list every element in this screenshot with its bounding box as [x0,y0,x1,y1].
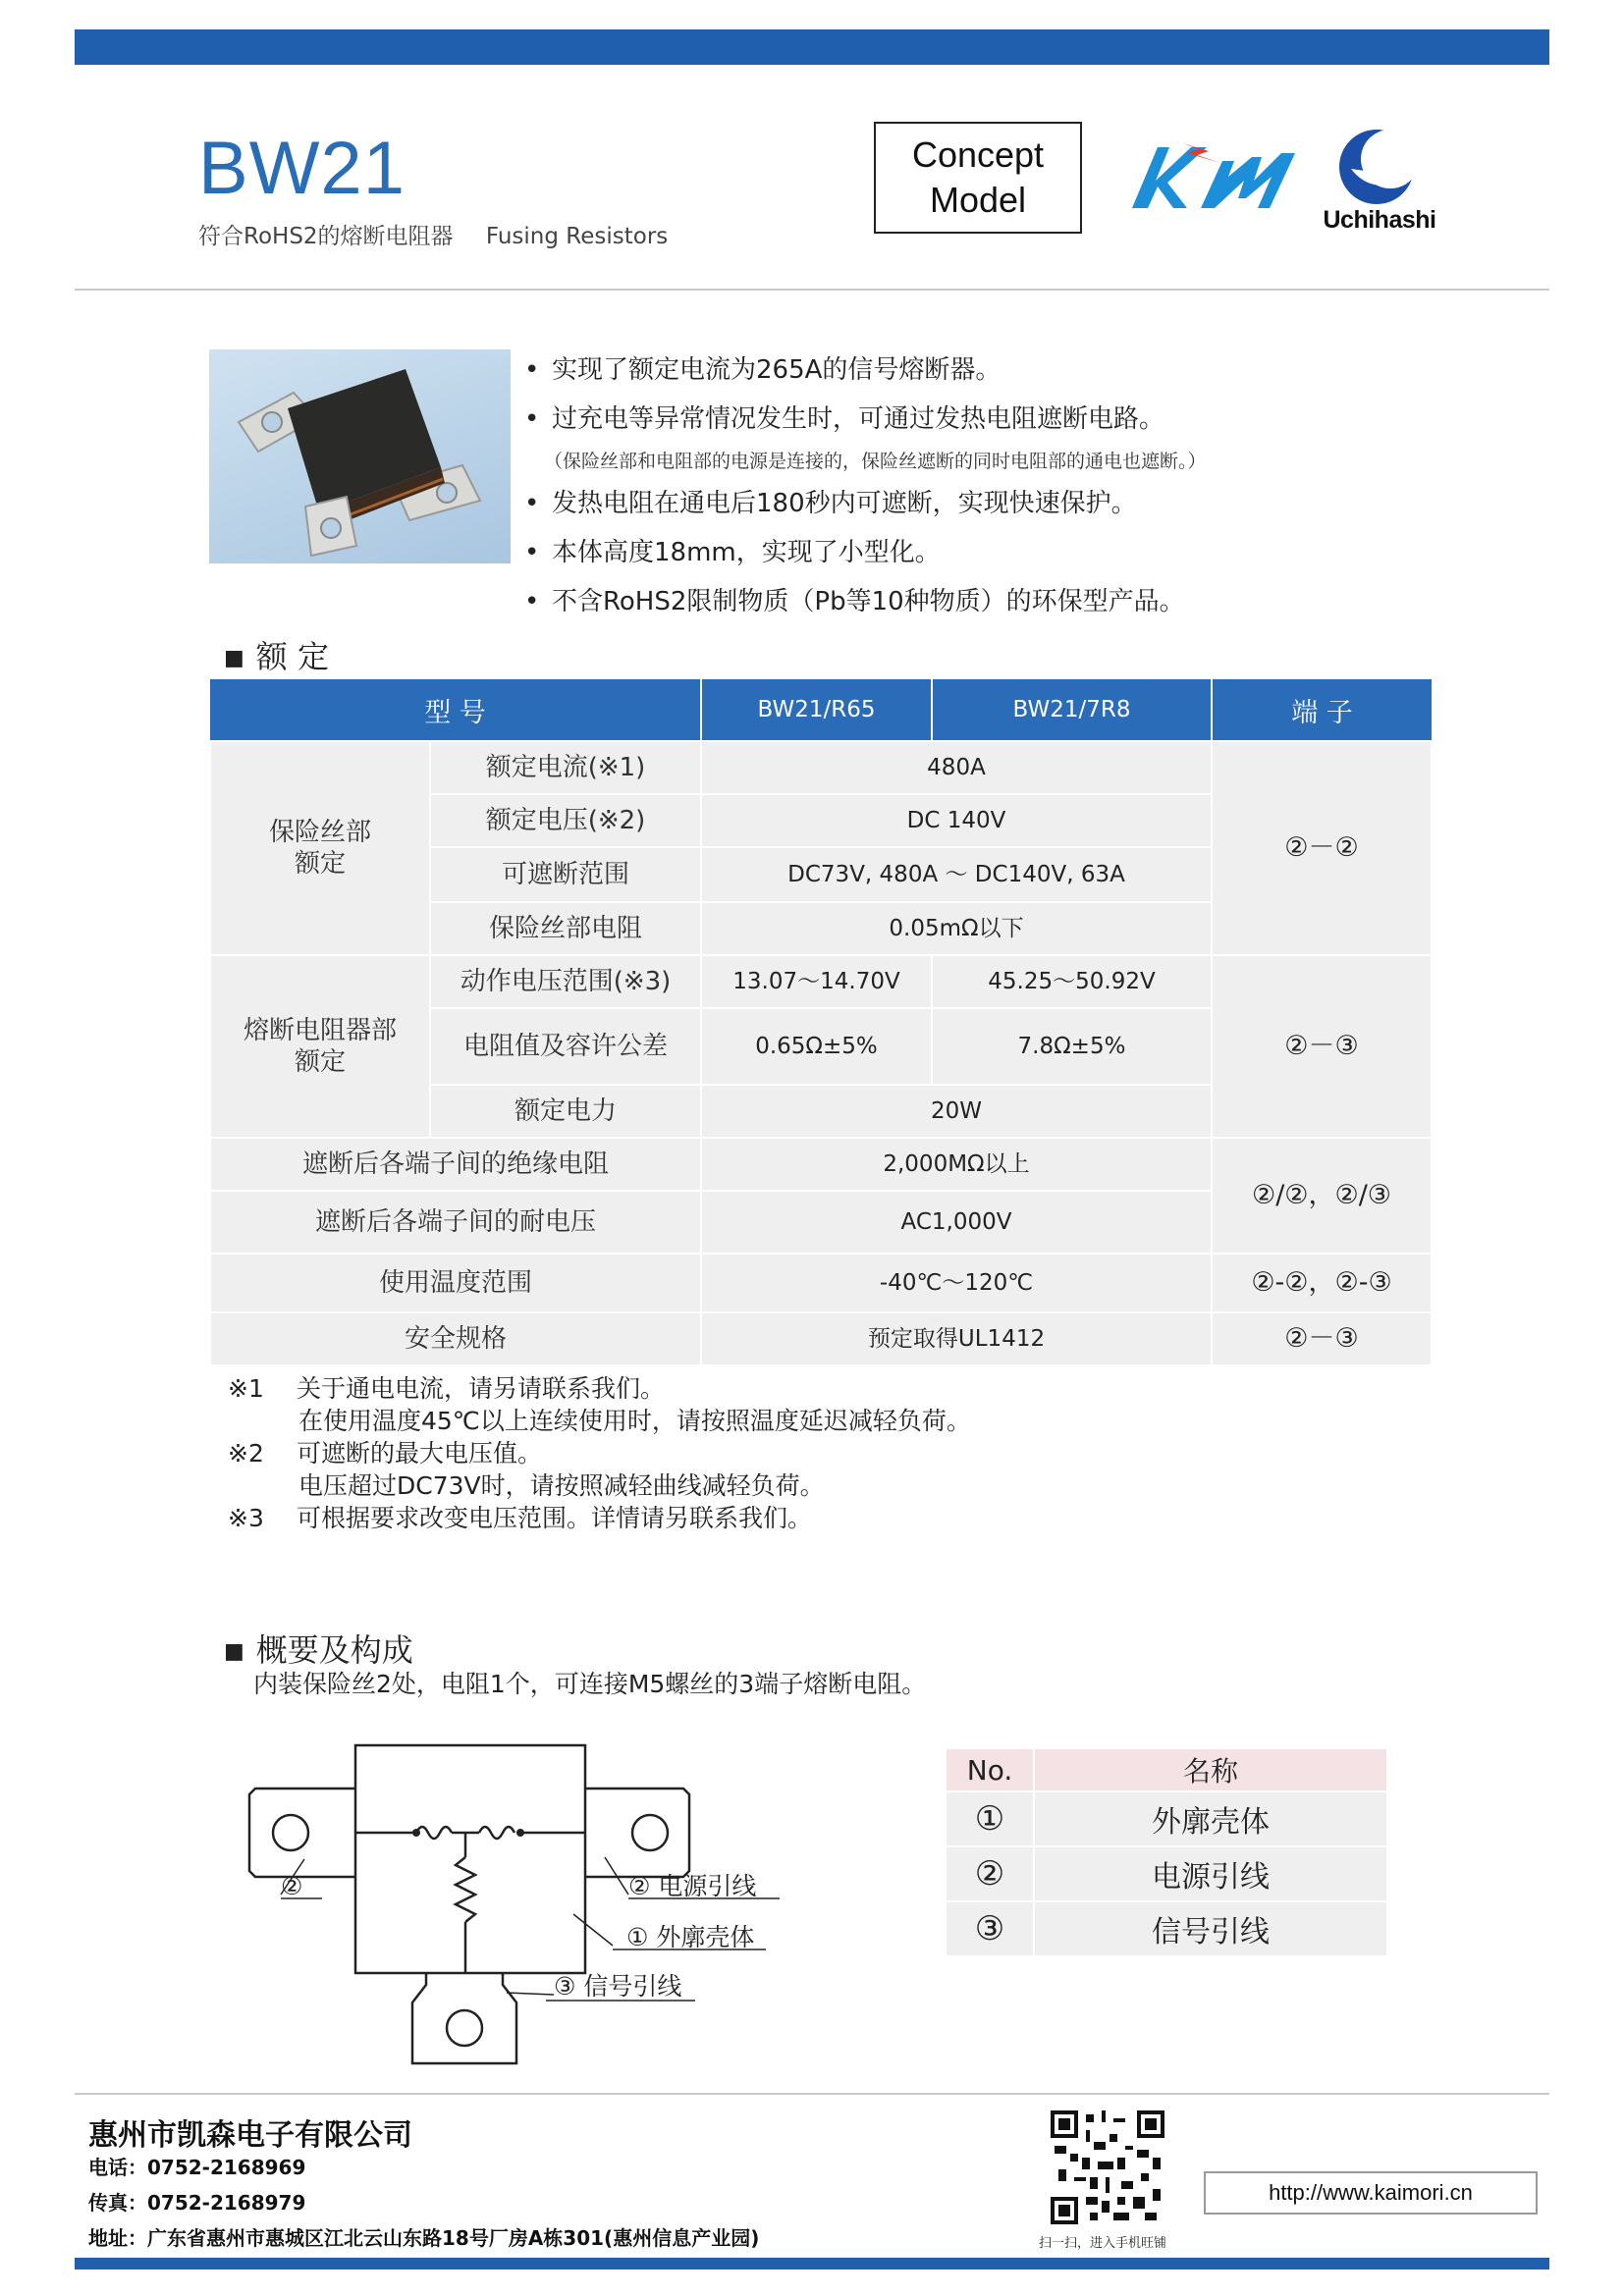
header-r65: BW21/R65 [701,679,932,741]
row-label: 遮断后各端子间的耐电压 [210,1191,701,1254]
part-no: ① [946,1791,1034,1846]
rating-section-title: ■ 额 定 [224,632,329,677]
header-7r8: BW21/7R8 [932,679,1212,741]
subtitle-en: Fusing Resistors [485,224,669,249]
header-divider [75,289,1549,291]
parts-table [945,1747,1388,1957]
feature-list [524,346,1526,626]
row-label: 额定电流(※1) [430,741,701,794]
row-label: 额定电力 [430,1085,701,1138]
diagram-label-case: ① 外廓壳体 [626,1923,755,1951]
row-value: 0.05mΩ以下 [701,902,1212,955]
terminal-safety: ②－③ [1212,1312,1432,1365]
header-model: 型 号 [210,679,701,741]
row-label: 安全规格 [210,1312,701,1365]
row-value-r65: 13.07〜14.70V [701,955,932,1008]
row-label: 遮断后各端子间的绝缘电阻 [210,1138,701,1191]
note-text: 电压超过DC73V时，请按照减轻曲线减轻负荷。 [298,1471,825,1500]
note-text: 可根据要求改变电压范围。详情请另联系我们。 [297,1504,813,1532]
row-value: -40℃〜120℃ [701,1254,1212,1312]
feature-item: • 本体高度18mm，实现了小型化。 [524,528,1526,577]
overview-section-title: ■ 概要及构成 [224,1626,413,1671]
note-text: 关于通电电流，请另请联系我们。 [297,1374,666,1403]
diagram-label-left: ② [281,1872,303,1900]
concept-line2: Model [929,180,1027,220]
row-label: 可遮断范围 [430,847,701,902]
row-value: 预定取得UL1412 [701,1312,1212,1365]
header-terminal: 端 子 [1212,679,1432,741]
company-fax: 传真：0752-2168979 [88,2191,306,2215]
row-value: 20W [701,1085,1212,1138]
note-key: ※1 [228,1374,264,1403]
brand-name: Uchihashi [1323,206,1436,234]
rating-table [209,679,1433,1366]
row-label: 使用温度范围 [210,1254,701,1312]
note-key: ※2 [228,1439,264,1468]
row-label: 动作电压范围(※3) [430,955,701,1008]
fuse-group-label: 保险丝部 额定 [210,741,430,955]
note-key: ※3 [228,1504,264,1532]
row-value-7r8: 7.8Ω±5% [932,1008,1212,1085]
row-label: 额定电压(※2) [430,794,701,847]
company-name: 惠州市凯森电子有限公司 [88,2118,412,2153]
part-name: 信号引线 [1034,1901,1387,1956]
terminal-resistor: ②－③ [1212,955,1432,1138]
top-color-bar [75,29,1549,65]
parts-header-name: 名称 [1034,1748,1387,1791]
company-address: 地址：广东省惠州市惠城区江北云山东路18号厂房A栋301(惠州信息产业园) [88,2226,760,2250]
feature-item: • 过充电等异常情况发生时，可通过发热电阻遮断电路。 [524,395,1526,444]
resistor-group-label: 熔断电阻器部 额定 [210,955,430,1138]
terminal-fuse: ②－② [1212,741,1432,955]
company-phone: 电话：0752-2168969 [88,2156,306,2179]
row-value: 480A [701,741,1212,794]
concept-model-box [874,122,1082,234]
row-label: 电阻值及容许公差 [430,1008,701,1085]
subtitle [198,218,693,250]
overview-description: 内装保险丝2处，电阻1个，可连接M5螺丝的3端子熔断电阻。 [253,1670,927,1698]
product-photo [209,349,511,563]
uchihashi-logo [1322,126,1437,235]
feature-item: • 实现了额定电流为265A的信号熔断器。 [524,346,1526,395]
qr-code-icon [1051,2110,1164,2224]
concept-line1: Concept [911,134,1045,175]
feature-item: • 不含RoHS2限制物质（Pb等10种物质）的环保型产品。 [524,577,1526,626]
diagram-label-power: ② 电源引线 [628,1872,757,1900]
part-name: 外廓壳体 [1034,1791,1387,1846]
website-link[interactable]: http://www.kaimori.cn [1204,2171,1538,2215]
footnotes [228,1372,971,1534]
terminal-insulation: ②/②，②/③ [1212,1138,1432,1254]
terminal-temperature: ②-②，②-③ [1212,1254,1432,1312]
part-no: ③ [946,1901,1034,1956]
diagram-label-signal: ③ 信号引线 [554,1972,682,2001]
row-value: DC73V, 480A 〜 DC140V, 63A [701,847,1212,902]
parts-header-no: No. [946,1748,1034,1791]
feature-note: （保险丝部和电阻部的电源是连接的，保险丝遮断的同时电阻部的通电也遮断。） [544,451,1207,472]
row-value: 2,000MΩ以上 [701,1138,1212,1191]
row-label: 保险丝部电阻 [430,902,701,955]
page-title: BW21 [198,127,406,210]
row-value-7r8: 45.25〜50.92V [932,955,1212,1008]
bottom-color-bar [75,2258,1549,2269]
feature-item: • 发热电阻在通电后180秒内可遮断，实现快速保护。 [524,479,1526,528]
row-value: AC1,000V [701,1191,1212,1254]
part-name: 电源引线 [1034,1846,1387,1901]
subtitle-cn: 符合RoHS2的熔断电阻器 [198,224,454,249]
km-logo [1114,137,1301,220]
note-text: 可遮断的最大电压值。 [297,1439,543,1468]
row-value: DC 140V [701,794,1212,847]
part-no: ② [946,1846,1034,1901]
footer-divider [75,2093,1549,2095]
note-text: 在使用温度45℃以上连续使用时，请按照温度延迟减轻负荷。 [298,1407,971,1435]
qr-caption: 扫一扫，进入手机旺铺 [1039,2236,1167,2251]
structure-diagram [236,1728,825,2075]
row-value-r65: 0.65Ω±5% [701,1008,932,1085]
